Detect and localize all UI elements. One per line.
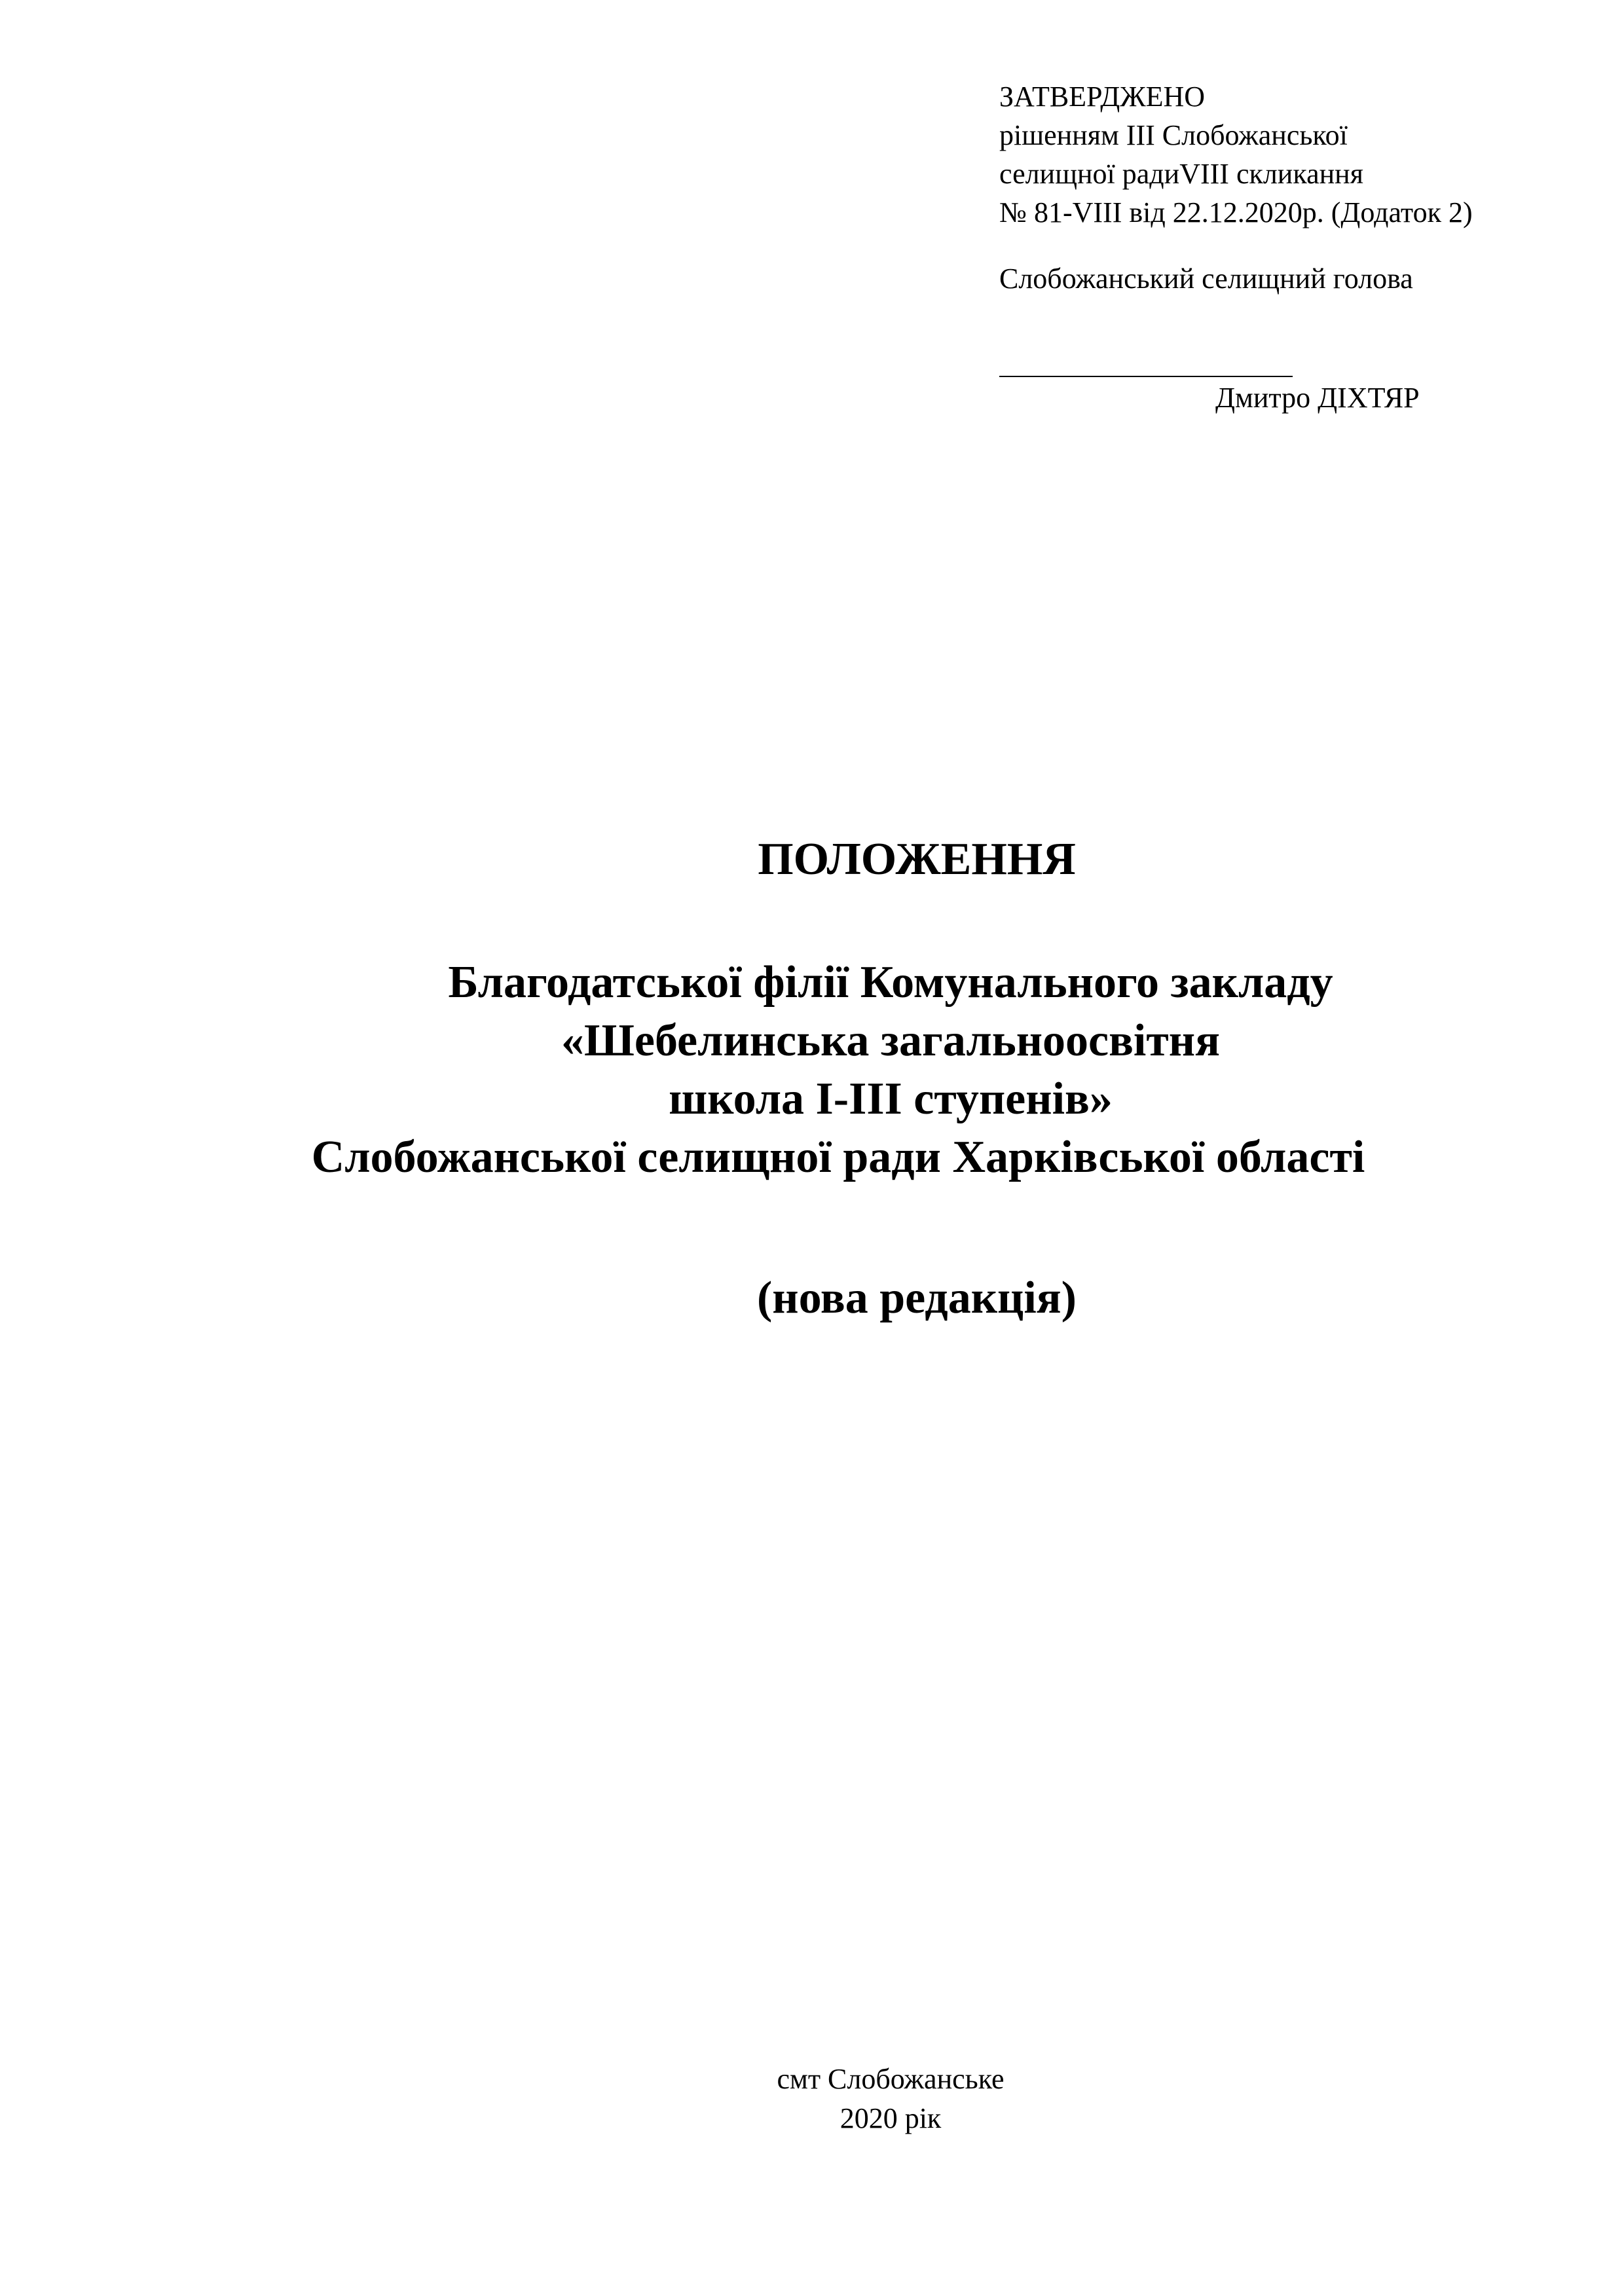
subtitle-line: школа І-ІІІ ступенів» <box>669 1074 1113 1124</box>
signature-line <box>999 376 1293 377</box>
document-title: ПОЛОЖЕННЯ <box>758 834 1076 884</box>
approval-decision-line: рішенням ІІІ Слобожанської <box>999 119 1348 151</box>
footer-place: смт Слобожанське <box>777 2063 1005 2095</box>
approval-block <box>999 77 1576 298</box>
official-title: Слобожанський селищний голова <box>999 263 1413 295</box>
document-subtitle <box>0 953 1624 1186</box>
signatory-name: Дмитро ДІХТЯР <box>1215 382 1420 414</box>
footer <box>655 2060 1126 2138</box>
subtitle-line: «Шебелинська загальноосвітня <box>561 1015 1220 1066</box>
approval-stamp: ЗАТВЕРДЖЕНО <box>999 81 1206 113</box>
footer-year: 2020 рік <box>840 2102 942 2134</box>
subtitle-line: Слобожанської селищної ради Харківської області <box>311 1132 1365 1182</box>
subtitle-line: Благодатської філії Комунального закладу <box>448 957 1333 1008</box>
approval-decision-line: № 81-VIIІ від 22.12.2020р. (Додаток 2) <box>999 196 1473 228</box>
approval-decision-line: селищної радиVIIІ скликання <box>999 158 1363 190</box>
edition-note: (нова редакція) <box>757 1273 1077 1323</box>
